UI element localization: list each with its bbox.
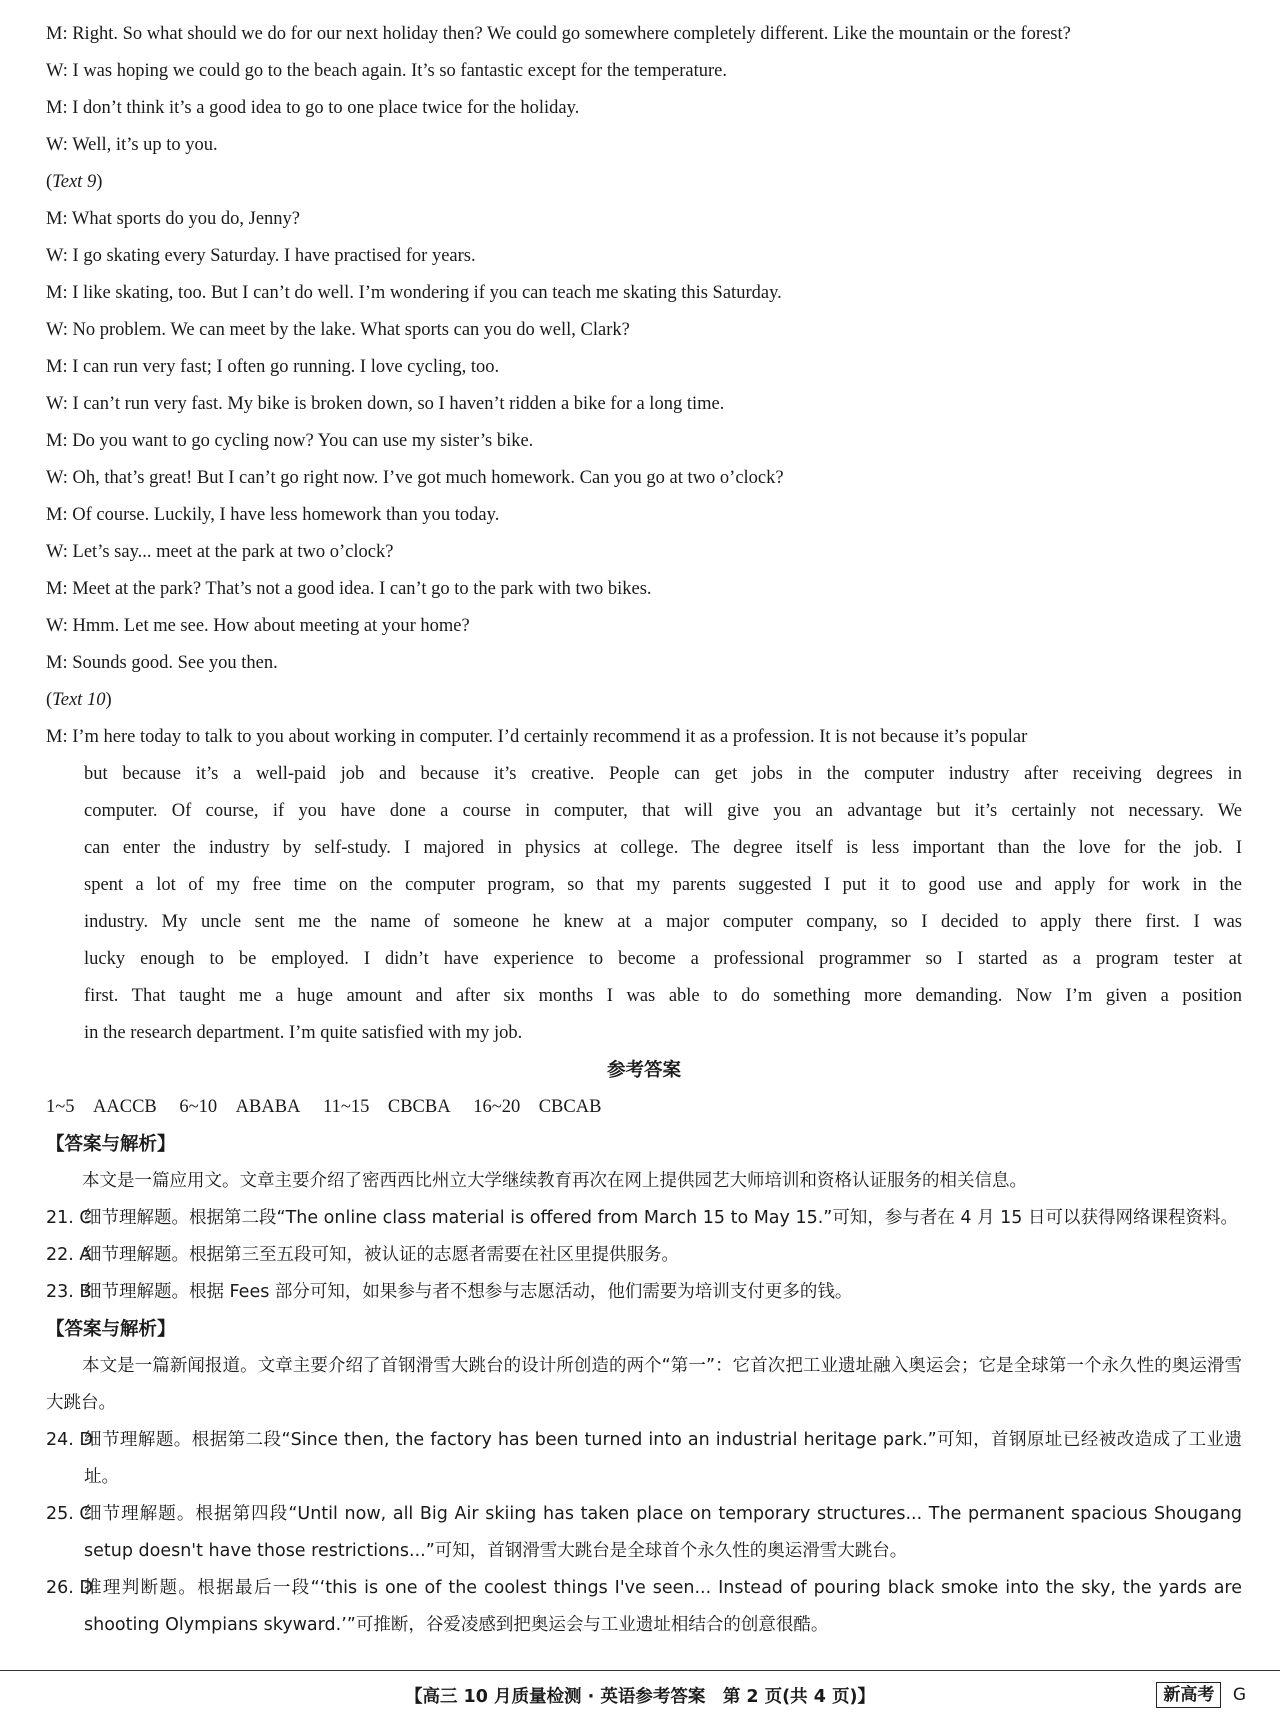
dialogue-line: M: I like skating, too. But I can’t do well. I’m wondering if you can teach me skating this Saturday. — [46, 283, 782, 303]
dialogue-line: M: Sounds good. See you then. — [46, 653, 278, 673]
answer-item — [46, 1200, 1242, 1237]
monologue-line: lucky enough to be employed. I didn’t have experience to become a professional programmer so I started as a program tester at — [84, 949, 1242, 969]
version-letter: G — [1232, 1685, 1246, 1705]
dialogue-line: W: Let’s say... meet at the park at two o’clock? — [46, 542, 394, 562]
item-explanation: 推理判断题。根据最后一段“‘this is one of the coolest things I've seen... Instead of pouring black smoke into the sky, the yards are shooting Olympians skyward.’”可推断，谷爱凌感到把奥运会与工业遗址相结合的创意很酷。 — [84, 1578, 1242, 1635]
footer-title: 【高三 10 月质量检测 · 英语参考答案 第 2 页(共 4 页)】 — [404, 1687, 876, 1707]
section-intro: 本文是一篇新闻报道。文章主要介绍了首钢滑雪大跳台的设计所创造的两个“第一”：它首次把工业遗址融入奥运会；它是全球第一个永久性的奥运滑雪大跳台。 — [46, 1356, 1242, 1413]
item-explanation: 细节理解题。根据 Fees 部分可知，如果参与者不想参与志愿活动，他们需要为培训支付更多的钱。 — [84, 1282, 853, 1302]
dialogue-line: M: I don’t think it’s a good idea to go to one place twice for the holiday. — [46, 98, 580, 118]
dialogue-line: M: Right. So what should we do for our next holiday then? We could go somewhere completely different. Like the mountain or the forest? — [46, 24, 1071, 44]
answer-group: 6~10 ABABA — [179, 1097, 301, 1117]
dialogue-line: W: No problem. We can meet by the lake. What sports can you do well, Clark? — [46, 320, 630, 340]
section-heading: 【答案与解析】 — [46, 1319, 176, 1340]
analysis-section-1 — [46, 1126, 1242, 1311]
answer-key — [46, 1089, 1242, 1126]
item-number: 25. C — [46, 1504, 92, 1524]
dialogue-line: M: I can run very fast; I often go running. I love cycling, too. — [46, 357, 500, 377]
item-explanation: 细节理解题。根据第四段“Until now, all Big Air skiing has taken place on temporary structures... The permanent spacious Shougang setup doesn't have those restrictions...”可知，首钢滑雪大跳台是全球首个永久性的奥运滑雪大跳台。 — [84, 1504, 1242, 1561]
monologue-line: spent a lot of my free time on the computer program, so that my parents suggested I put it to good use and apply for work in the — [84, 875, 1242, 895]
page-footer — [0, 1670, 1280, 1721]
answer-item — [46, 1570, 1242, 1644]
dialogue-text8 — [46, 16, 1242, 164]
answer-group: 11~15 CBCBA — [323, 1097, 451, 1117]
dialogue-line: W: Oh, that’s great! But I can’t go right now. I’ve got much homework. Can you go at two o’clock? — [46, 468, 784, 488]
answer-group: 1~5 AACCB — [46, 1097, 157, 1117]
dialogue-text9 — [46, 201, 1242, 682]
item-number: 21. C — [46, 1208, 92, 1228]
analysis-section-2 — [46, 1311, 1242, 1644]
text9-label: (Text 9) — [46, 172, 103, 192]
answers-title: 参考答案 — [606, 1060, 681, 1081]
answer-item — [46, 1496, 1242, 1570]
monologue-line: industry. My uncle sent me the name of someone he knew at a major computer company, so I decided to apply there first. I was — [84, 912, 1242, 932]
monologue-line: can enter the industry by self-study. I majored in physics at college. The degree itself is less important than the love for the job. I — [84, 838, 1242, 858]
monologue-line: in the research department. I’m quite satisfied with my job. — [84, 1023, 523, 1043]
text10-label: (Text 10) — [46, 690, 112, 710]
item-explanation: 细节理解题。根据第二段“The online class material is offered from March 15 to May 15.”可知，参与者在 4 月 15 日可以获得网络课程资料。 — [84, 1208, 1238, 1228]
dialogue-line: W: Well, it’s up to you. — [46, 135, 218, 155]
monologue-text10 — [46, 719, 1242, 1052]
item-number: 23. B — [46, 1282, 92, 1302]
item-number: 26. D — [46, 1578, 93, 1598]
monologue-line: computer. Of course, if you have done a course in computer, that will give you an advantage but it’s certainly not necessary. We — [84, 801, 1242, 821]
dialogue-line: W: I can’t run very fast. My bike is broken down, so I haven’t ridden a bike for a long time. — [46, 394, 725, 414]
item-explanation: 细节理解题。根据第二段“Since then, the factory has been turned into an industrial heritage park.”可知，首钢原址已经被改造成了工业遗址。 — [84, 1430, 1242, 1487]
item-number: 24. D — [46, 1430, 93, 1450]
monologue-line: but because it’s a well-paid job and because it’s creative. People can get jobs in the computer industry after receiving degrees in — [84, 764, 1242, 784]
monologue-first-line: M: I’m here today to talk to you about working in computer. I’d certainly recommend it as a profession. It is not because it’s popular — [46, 727, 1028, 747]
dialogue-line: M: Do you want to go cycling now? You can use my sister’s bike. — [46, 431, 534, 451]
item-explanation: 细节理解题。根据第三至五段可知，被认证的志愿者需要在社区里提供服务。 — [84, 1245, 679, 1265]
dialogue-line: M: Of course. Luckily, I have less homework than you today. — [46, 505, 500, 525]
item-number: 22. A — [46, 1245, 92, 1265]
exam-type-badge: 新高考 — [1156, 1682, 1221, 1708]
answer-item — [46, 1422, 1242, 1496]
footer-badge — [1156, 1680, 1246, 1705]
answer-group: 16~20 CBCAB — [473, 1097, 602, 1117]
answer-item — [46, 1237, 1242, 1274]
monologue-line: first. That taught me a huge amount and after six months I was able to do something more demanding. Now I’m given a position — [84, 986, 1242, 1006]
dialogue-line: W: Hmm. Let me see. How about meeting at your home? — [46, 616, 470, 636]
dialogue-line: M: Meet at the park? That’s not a good idea. I can’t go to the park with two bikes. — [46, 579, 652, 599]
section-heading: 【答案与解析】 — [46, 1134, 176, 1155]
answer-sheet-page — [46, 16, 1242, 1644]
dialogue-line: M: What sports do you do, Jenny? — [46, 209, 301, 229]
dialogue-line: W: I go skating every Saturday. I have practised for years. — [46, 246, 476, 266]
section-intro: 本文是一篇应用文。文章主要介绍了密西西比州立大学继续教育再次在网上提供园艺大师培训和资格认证服务的相关信息。 — [82, 1171, 1027, 1191]
answer-item — [46, 1274, 1242, 1311]
dialogue-line: W: I was hoping we could go to the beach again. It’s so fantastic except for the temperature. — [46, 61, 728, 81]
